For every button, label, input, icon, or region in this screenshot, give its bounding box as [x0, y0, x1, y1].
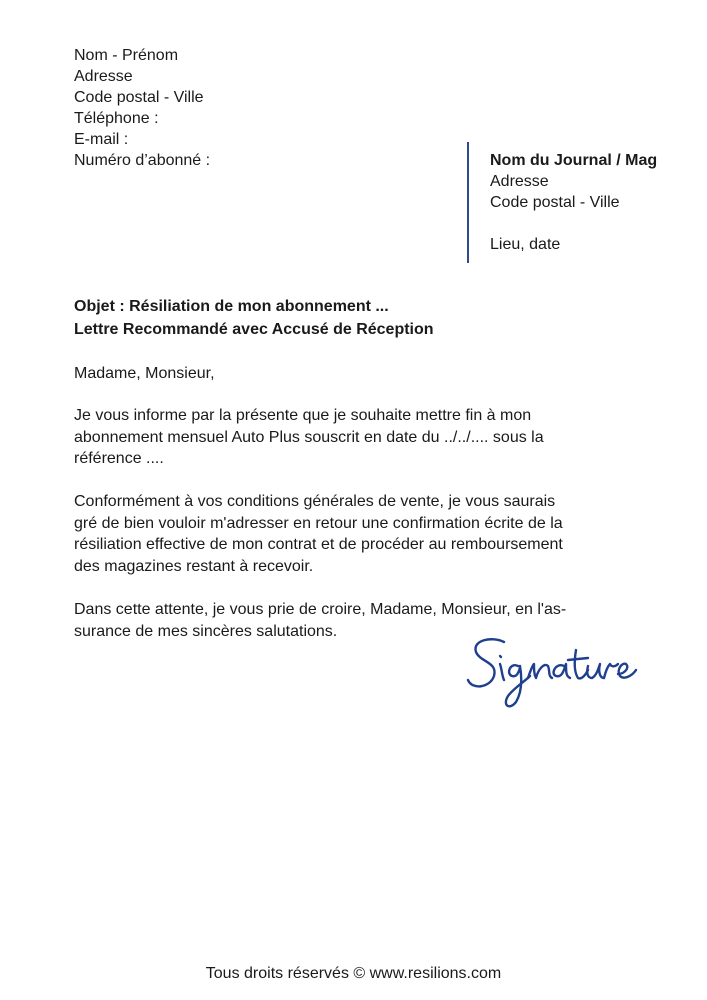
registered-mail-line: Lettre Recommandé avec Accusé de Réception	[74, 321, 434, 338]
recipient-name: Nom du Journal / Mag	[490, 152, 658, 169]
sender-block	[74, 45, 210, 171]
paragraph-line: surance de mes sincères salutations.	[74, 622, 338, 640]
paragraph-termination	[74, 405, 634, 470]
recipient-address: Adresse	[490, 173, 549, 190]
paragraph-line: Dans cette attente, je vous prie de croire, Madame, Monsieur, en l'as-	[74, 601, 567, 618]
sender-subscriber-number: Numéro d’abonné :	[74, 152, 211, 169]
sender-city: Code postal - Ville	[74, 89, 204, 106]
paragraph-line: des magazines restant à recevoir.	[74, 557, 314, 575]
salutation: Madame, Monsieur,	[74, 365, 215, 382]
sender-name: Nom - Prénom	[74, 47, 179, 64]
signature-image	[464, 630, 639, 712]
recipient-block	[490, 150, 657, 255]
sender-phone: Téléphone :	[74, 110, 159, 127]
recipient-divider	[467, 142, 469, 263]
sender-email: E-mail :	[74, 131, 129, 148]
subject-line: Objet : Résiliation de mon abonnement ...	[74, 298, 389, 315]
paragraph-line: résiliation effective de mon contrat et de procéder au remboursement	[74, 536, 563, 553]
paragraph-line: Conformément à vos conditions générales de vente, je vous saurais	[74, 493, 556, 510]
recipient-city: Code postal - Ville	[490, 194, 620, 211]
sender-address: Adresse	[74, 68, 133, 85]
paragraph-line: référence ....	[74, 450, 164, 467]
footer-copyright: Tous droits réservés © www.resilions.com	[205, 965, 502, 982]
place-date: Lieu, date	[490, 236, 561, 253]
paragraph-line: Je vous informe par la présente que je souhaite mettre fin à mon	[74, 407, 532, 424]
subject-block	[74, 295, 434, 341]
paragraph-line: abonnement mensuel Auto Plus souscrit en date du ../../.... sous la	[74, 428, 544, 446]
paragraph-refund-request	[74, 491, 634, 577]
paragraph-line: gré de bien vouloir m'adresser en retour une confirmation écrite de la	[74, 514, 563, 532]
